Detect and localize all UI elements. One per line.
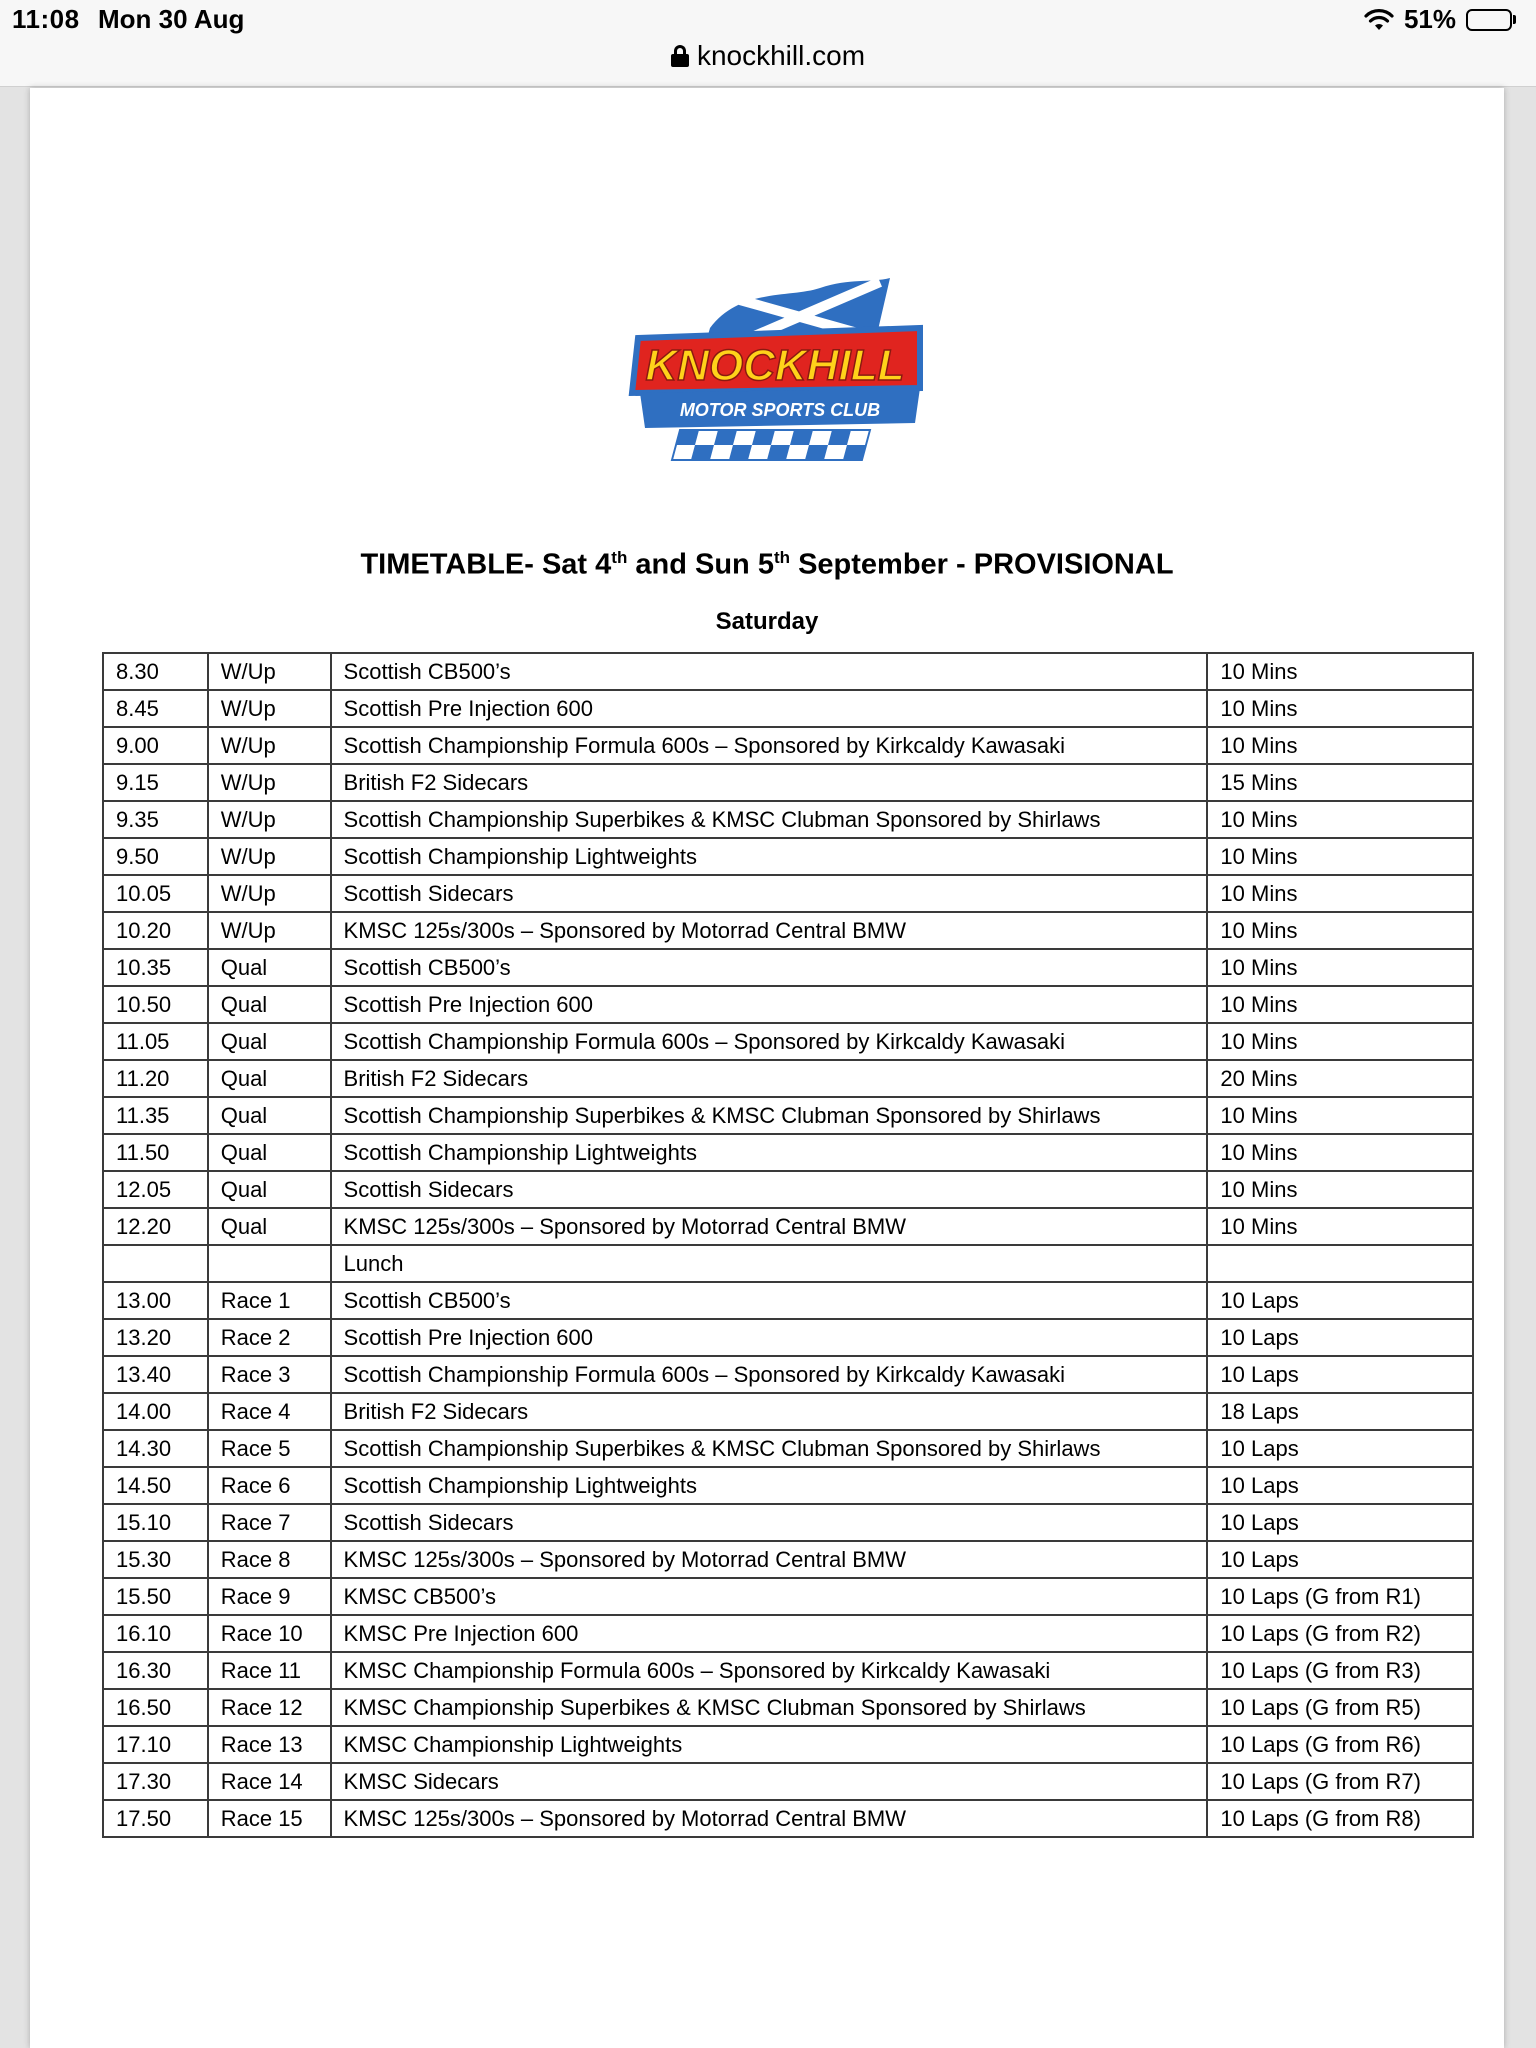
duration-cell: 20 Mins: [1207, 1060, 1473, 1097]
table-row: [103, 875, 1473, 912]
class-cell: KMSC 125s/300s – Sponsored by Motorrad Central BMW: [331, 1208, 1208, 1245]
time-cell: 15.50: [103, 1578, 208, 1615]
duration-cell: 10 Laps (G from R5): [1207, 1689, 1473, 1726]
session-cell: Race 9: [208, 1578, 331, 1615]
duration-cell: 10 Mins: [1207, 1171, 1473, 1208]
session-cell: W/Up: [208, 727, 331, 764]
table-row: [103, 1060, 1473, 1097]
duration-cell: 10 Mins: [1207, 1134, 1473, 1171]
session-cell: Race 15: [208, 1800, 331, 1837]
session-cell: Race 3: [208, 1356, 331, 1393]
time-cell: 10.50: [103, 986, 208, 1023]
table-row: [103, 1652, 1473, 1689]
table-row: [103, 1245, 1473, 1282]
duration-cell: 10 Mins: [1207, 1208, 1473, 1245]
time-cell: 10.20: [103, 912, 208, 949]
duration-cell: 10 Laps (G from R8): [1207, 1800, 1473, 1837]
class-cell: British F2 Sidecars: [331, 1060, 1208, 1097]
class-cell: Scottish Championship Formula 600s – Sponsored by Kirkcaldy Kawasaki: [331, 727, 1208, 764]
time-cell: 10.35: [103, 949, 208, 986]
table-row: [103, 949, 1473, 986]
table-row: [103, 912, 1473, 949]
duration-cell: 10 Laps: [1207, 1467, 1473, 1504]
status-indicators: [1364, 4, 1516, 35]
duration-cell: 10 Mins: [1207, 1097, 1473, 1134]
class-cell: KMSC Pre Injection 600: [331, 1615, 1208, 1652]
duration-cell: 18 Laps: [1207, 1393, 1473, 1430]
session-cell: Race 5: [208, 1430, 331, 1467]
table-row: [103, 1430, 1473, 1467]
time-cell: 16.50: [103, 1689, 208, 1726]
duration-cell: 10 Laps (G from R2): [1207, 1615, 1473, 1652]
duration-cell: 10 Mins: [1207, 801, 1473, 838]
time-cell: 11.50: [103, 1134, 208, 1171]
table-row: [103, 1800, 1473, 1837]
table-row: [103, 1467, 1473, 1504]
table-row: [103, 1171, 1473, 1208]
time-cell: 14.30: [103, 1430, 208, 1467]
class-cell: KMSC 125s/300s – Sponsored by Motorrad Central BMW: [331, 1800, 1208, 1837]
duration-cell: 15 Mins: [1207, 764, 1473, 801]
class-cell: KMSC Championship Formula 600s – Sponsored by Kirkcaldy Kawasaki: [331, 1652, 1208, 1689]
address-bar[interactable]: [0, 36, 1536, 76]
time-cell: 8.30: [103, 653, 208, 690]
status-bar: [0, 0, 1536, 87]
time-cell: 9.00: [103, 727, 208, 764]
time-cell: 8.45: [103, 690, 208, 727]
class-cell: Lunch: [331, 1245, 1208, 1282]
duration-cell: 10 Laps (G from R6): [1207, 1726, 1473, 1763]
session-cell: Race 13: [208, 1726, 331, 1763]
time-cell: 9.35: [103, 801, 208, 838]
table-row: [103, 1726, 1473, 1763]
table-row: [103, 1541, 1473, 1578]
day-heading: Saturday: [715, 608, 819, 635]
status-time: 11:08: [12, 4, 80, 34]
table-row: [103, 1356, 1473, 1393]
class-cell: Scottish Sidecars: [331, 1504, 1208, 1541]
session-cell: W/Up: [208, 801, 331, 838]
timetable-body: [103, 653, 1473, 1837]
session-cell: Qual: [208, 949, 331, 986]
session-cell: Qual: [208, 986, 331, 1023]
class-cell: Scottish Championship Formula 600s – Sponsored by Kirkcaldy Kawasaki: [331, 1356, 1208, 1393]
class-cell: Scottish Championship Superbikes & KMSC Clubman Sponsored by Shirlaws: [331, 1097, 1208, 1134]
time-cell: 15.30: [103, 1541, 208, 1578]
time-cell: 17.10: [103, 1726, 208, 1763]
class-cell: Scottish Championship Lightweights: [331, 1467, 1208, 1504]
time-cell: 17.50: [103, 1800, 208, 1837]
time-cell: 13.00: [103, 1282, 208, 1319]
class-cell: KMSC Championship Lightweights: [331, 1726, 1208, 1763]
table-row: [103, 1615, 1473, 1652]
table-row: [103, 986, 1473, 1023]
session-cell: Race 14: [208, 1763, 331, 1800]
time-cell: 16.30: [103, 1652, 208, 1689]
time-cell: [103, 1245, 208, 1282]
table-row: [103, 1097, 1473, 1134]
duration-cell: 10 Mins: [1207, 727, 1473, 764]
duration-cell: 10 Laps: [1207, 1430, 1473, 1467]
duration-cell: [1207, 1245, 1473, 1282]
table-row: [103, 1319, 1473, 1356]
duration-cell: 10 Laps: [1207, 1282, 1473, 1319]
time-cell: 15.10: [103, 1504, 208, 1541]
duration-cell: 10 Laps: [1207, 1541, 1473, 1578]
time-cell: 11.35: [103, 1097, 208, 1134]
class-cell: Scottish Championship Lightweights: [331, 838, 1208, 875]
class-cell: Scottish Championship Superbikes & KMSC Clubman Sponsored by Shirlaws: [331, 1430, 1208, 1467]
session-cell: Qual: [208, 1171, 331, 1208]
table-row: [103, 1208, 1473, 1245]
battery-icon: [1466, 9, 1516, 31]
duration-cell: 10 Mins: [1207, 986, 1473, 1023]
session-cell: Race 4: [208, 1393, 331, 1430]
session-cell: Race 11: [208, 1652, 331, 1689]
class-cell: KMSC Championship Superbikes & KMSC Clubman Sponsored by Shirlaws: [331, 1689, 1208, 1726]
session-cell: Race 7: [208, 1504, 331, 1541]
lock-icon: [671, 45, 689, 67]
time-cell: 14.50: [103, 1467, 208, 1504]
class-cell: Scottish Sidecars: [331, 875, 1208, 912]
timetable-table: [102, 652, 1474, 1838]
duration-cell: 10 Laps: [1207, 1504, 1473, 1541]
document-page: [30, 88, 1504, 2048]
table-row: [103, 1689, 1473, 1726]
class-cell: KMSC Sidecars: [331, 1763, 1208, 1800]
class-cell: Scottish Championship Formula 600s – Sponsored by Kirkcaldy Kawasaki: [331, 1023, 1208, 1060]
duration-cell: 10 Mins: [1207, 690, 1473, 727]
session-cell: Race 12: [208, 1689, 331, 1726]
session-cell: Qual: [208, 1134, 331, 1171]
time-cell: 11.20: [103, 1060, 208, 1097]
duration-cell: 10 Mins: [1207, 912, 1473, 949]
duration-cell: 10 Laps: [1207, 1319, 1473, 1356]
session-cell: W/Up: [208, 690, 331, 727]
class-cell: Scottish Pre Injection 600: [331, 1319, 1208, 1356]
table-row: [103, 1393, 1473, 1430]
class-cell: Scottish CB500’s: [331, 949, 1208, 986]
session-cell: W/Up: [208, 838, 331, 875]
duration-cell: 10 Mins: [1207, 838, 1473, 875]
timetable-title: TIMETABLE- Sat 4th and Sun 5th September - PROVISIONAL: [360, 548, 1174, 581]
class-cell: Scottish Championship Lightweights: [331, 1134, 1208, 1171]
class-cell: KMSC 125s/300s – Sponsored by Motorrad Central BMW: [331, 1541, 1208, 1578]
class-cell: Scottish Sidecars: [331, 1171, 1208, 1208]
class-cell: Scottish Championship Superbikes & KMSC Clubman Sponsored by Shirlaws: [331, 801, 1208, 838]
battery-percent: 51%: [1403, 4, 1456, 34]
url-text[interactable]: knockhill.com: [696, 40, 866, 71]
session-cell: Race 1: [208, 1282, 331, 1319]
session-cell: Qual: [208, 1023, 331, 1060]
session-cell: W/Up: [208, 912, 331, 949]
duration-cell: 10 Laps (G from R7): [1207, 1763, 1473, 1800]
table-row: [103, 653, 1473, 690]
time-cell: 16.10: [103, 1615, 208, 1652]
session-cell: Qual: [208, 1060, 331, 1097]
class-cell: Scottish Pre Injection 600: [331, 986, 1208, 1023]
session-cell: Race 8: [208, 1541, 331, 1578]
session-cell: Qual: [208, 1208, 331, 1245]
time-cell: 9.15: [103, 764, 208, 801]
class-cell: Scottish Pre Injection 600: [331, 690, 1208, 727]
duration-cell: 10 Laps (G from R3): [1207, 1652, 1473, 1689]
session-cell: Qual: [208, 1097, 331, 1134]
table-row: [103, 801, 1473, 838]
table-row: [103, 1023, 1473, 1060]
table-row: [103, 1504, 1473, 1541]
time-cell: 11.05: [103, 1023, 208, 1060]
session-cell: W/Up: [208, 653, 331, 690]
class-cell: Scottish CB500’s: [331, 653, 1208, 690]
class-cell: KMSC 125s/300s – Sponsored by Motorrad Central BMW: [331, 912, 1208, 949]
class-cell: Scottish CB500’s: [331, 1282, 1208, 1319]
table-row: [103, 764, 1473, 801]
time-cell: 12.20: [103, 1208, 208, 1245]
logo-subtitle: MOTOR SPORTS CLUB: [679, 400, 881, 420]
session-cell: W/Up: [208, 875, 331, 912]
duration-cell: 10 Laps (G from R1): [1207, 1578, 1473, 1615]
wifi-icon: [1364, 8, 1394, 32]
knockhill-logo: [620, 268, 940, 468]
table-row: [103, 1282, 1473, 1319]
class-cell: British F2 Sidecars: [331, 764, 1208, 801]
duration-cell: 10 Mins: [1207, 653, 1473, 690]
time-cell: 10.05: [103, 875, 208, 912]
status-date: Mon 30 Aug: [98, 4, 245, 34]
table-row: [103, 690, 1473, 727]
session-cell: Race 2: [208, 1319, 331, 1356]
duration-cell: 10 Mins: [1207, 875, 1473, 912]
time-cell: 14.00: [103, 1393, 208, 1430]
session-cell: W/Up: [208, 764, 331, 801]
time-cell: 13.40: [103, 1356, 208, 1393]
table-row: [103, 1578, 1473, 1615]
time-cell: 9.50: [103, 838, 208, 875]
session-cell: Race 10: [208, 1615, 331, 1652]
time-cell: 12.05: [103, 1171, 208, 1208]
class-cell: KMSC CB500’s: [331, 1578, 1208, 1615]
table-row: [103, 1763, 1473, 1800]
time-cell: 17.30: [103, 1763, 208, 1800]
table-row: [103, 838, 1473, 875]
table-row: [103, 1134, 1473, 1171]
class-cell: British F2 Sidecars: [331, 1393, 1208, 1430]
duration-cell: 10 Mins: [1207, 1023, 1473, 1060]
table-row: [103, 727, 1473, 764]
duration-cell: 10 Mins: [1207, 949, 1473, 986]
time-cell: 13.20: [103, 1319, 208, 1356]
logo-title: KNOCKHILL: [645, 341, 905, 390]
duration-cell: 10 Laps: [1207, 1356, 1473, 1393]
session-cell: Race 6: [208, 1467, 331, 1504]
session-cell: [208, 1245, 331, 1282]
